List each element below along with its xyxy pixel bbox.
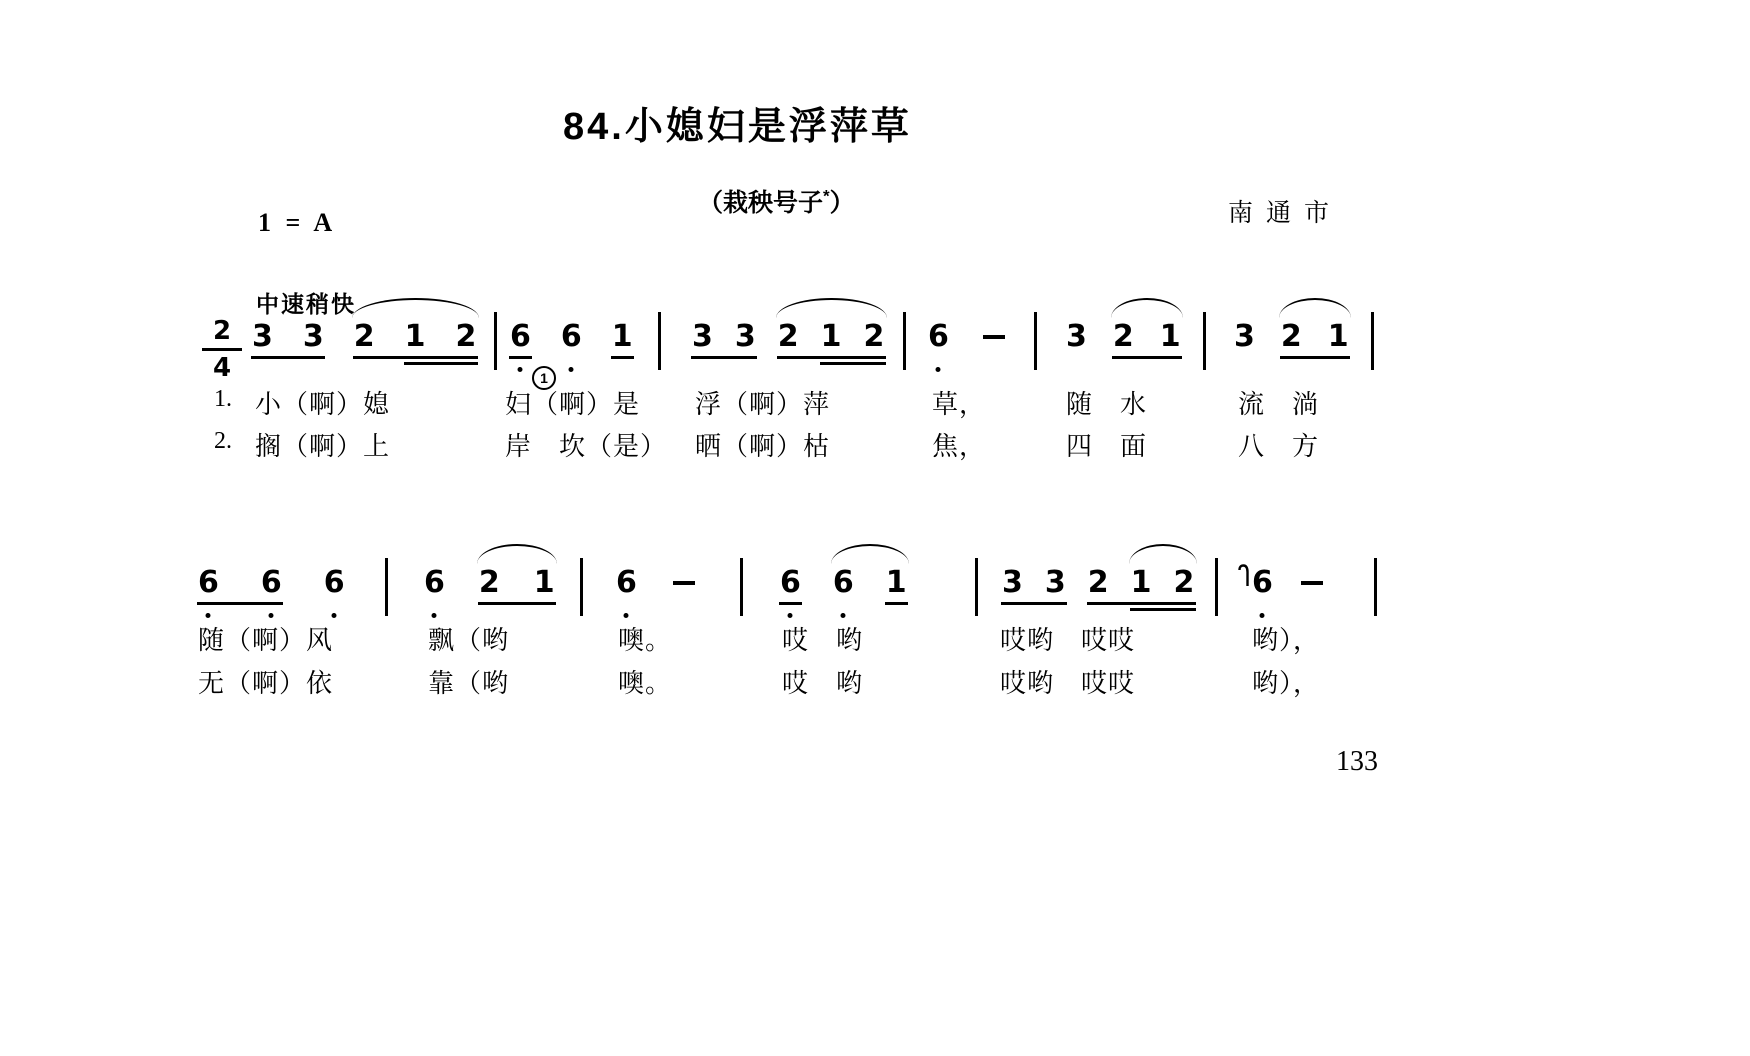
measure — [692, 319, 885, 374]
measure — [1066, 319, 1181, 374]
note-digit: 1 — [1159, 319, 1181, 354]
note-digit: 3 — [692, 319, 713, 354]
barline — [1034, 312, 1037, 370]
lyric-group: 靠（哟 — [428, 668, 510, 698]
measure — [780, 565, 907, 620]
note-digit: 6 — [780, 568, 801, 620]
lyric-group: 随（啊）风 — [198, 625, 334, 655]
barline — [903, 312, 906, 370]
barline — [740, 558, 743, 616]
note-digit: 2 — [1087, 565, 1109, 600]
lyric-group: 无（啊）依 — [198, 668, 334, 698]
lyric-group: 飘（哟 — [428, 625, 510, 655]
beam-line — [1130, 608, 1196, 611]
slur-arc — [776, 298, 887, 318]
beam-line — [885, 602, 908, 605]
slur-arc — [1279, 298, 1351, 318]
lyric-row — [0, 426, 1750, 461]
lyric-group: 哎 哟 — [782, 668, 864, 698]
note-digit: 1 — [1327, 319, 1349, 354]
measure — [1234, 319, 1349, 374]
note-digit: 3 — [252, 319, 273, 354]
beam-line — [251, 356, 325, 359]
barline — [1371, 312, 1374, 370]
note-digit: 6 — [616, 568, 637, 620]
note-digit: 2 — [353, 319, 375, 354]
lyric-group: 晒（啊）枯 — [695, 431, 831, 461]
measure — [1002, 565, 1195, 620]
beam-line — [404, 362, 478, 365]
note-digit: 2 — [478, 565, 500, 600]
note-digit: 2 — [1280, 319, 1302, 354]
beam-line — [353, 356, 478, 359]
note-digit: 6 — [561, 322, 582, 374]
lyric-group: 哟）， — [1252, 668, 1321, 698]
subtitle-text: （栽秧号子 — [698, 189, 824, 217]
note-digit: 6 — [198, 568, 219, 620]
duration-dash — [1301, 581, 1323, 585]
note-digit: 3 — [1002, 565, 1023, 600]
beam-line — [478, 602, 556, 605]
octave-dot — [788, 613, 793, 618]
beam-line — [509, 356, 532, 359]
measure — [424, 565, 555, 620]
time-signature — [202, 318, 242, 381]
octave-dot — [1260, 613, 1265, 618]
key-signature: 1 = A — [258, 208, 337, 237]
dash-note — [673, 568, 695, 620]
measure — [510, 319, 633, 374]
region-label: 南通市 — [1228, 199, 1343, 227]
octave-dot — [269, 613, 274, 618]
time-signature-denominator: 4 — [212, 353, 232, 383]
note-digit: 3 — [1234, 319, 1255, 354]
lyric-group: 流 淌 — [1238, 389, 1320, 419]
note-digit: 2 — [777, 319, 799, 354]
lyric-group: 噢。 — [618, 625, 673, 655]
duration-dash — [673, 581, 695, 585]
note-digit: 6 — [424, 568, 445, 620]
note-digit: 1 — [404, 319, 426, 354]
lyric-group: 八 方 — [1238, 431, 1320, 461]
fraction-bar — [202, 348, 242, 351]
note-digit: 2 — [455, 319, 477, 354]
measure — [616, 565, 695, 620]
barline — [1374, 558, 1377, 616]
barline — [385, 558, 388, 616]
note-digit: 6 — [261, 568, 282, 620]
lyric-group: 焦， — [932, 431, 987, 461]
octave-dot — [936, 367, 941, 372]
slur-arc — [352, 298, 479, 318]
page-number: 133 — [1336, 746, 1378, 777]
note-digit: 3 — [302, 319, 324, 354]
note-digit: 1 — [611, 319, 633, 354]
note-digit: 6 — [833, 568, 854, 620]
lyric-group: 浮（啊）萍 — [695, 389, 831, 419]
lyric-group: 四 面 — [1066, 431, 1148, 461]
beam-line — [611, 356, 634, 359]
note-digit: 2 — [863, 319, 885, 354]
dash-note — [983, 322, 1005, 374]
barline — [1215, 558, 1218, 616]
beam-line — [1112, 356, 1182, 359]
beam-line — [197, 602, 283, 605]
note-digit: 1 — [820, 319, 842, 354]
note-digit: 6 — [510, 322, 531, 374]
barline — [580, 558, 583, 616]
lyric-row — [0, 620, 1750, 655]
lyric-row — [0, 663, 1750, 698]
lyric-row — [0, 384, 1750, 419]
lyric-group: 搁（啊）上 — [255, 431, 391, 461]
slur-arc — [831, 544, 909, 564]
lyric-group: 妇（啊）是 — [505, 389, 641, 419]
beam-line — [777, 356, 886, 359]
page-title: 84.小媳妇是浮萍草 — [563, 106, 912, 148]
note-digit: 3 — [1066, 319, 1087, 354]
barline — [1203, 312, 1206, 370]
lyric-group: 草， — [932, 389, 987, 419]
verse-number: 1. — [214, 386, 232, 412]
tempo-marking: 中速稍快 — [256, 291, 356, 317]
grace-slide-ornament-icon — [1237, 563, 1250, 593]
beam-line — [1280, 356, 1350, 359]
lyric-group: 噢。 — [618, 668, 673, 698]
slur-arc — [1129, 544, 1197, 564]
lyric-group: 哟）， — [1252, 625, 1321, 655]
subtitle-close-paren: ） — [829, 189, 855, 217]
time-signature-numerator: 2 — [212, 316, 232, 346]
octave-dot — [518, 367, 523, 372]
note-digit: 2 — [1112, 319, 1134, 354]
octave-dot — [432, 613, 437, 618]
beam-line — [691, 356, 757, 359]
barline — [975, 558, 978, 616]
lyric-group: 随 水 — [1066, 389, 1148, 419]
lyric-group: 岸 坎（是） — [505, 431, 668, 461]
note-digit: 1 — [885, 565, 907, 600]
lyric-group: 小（啊）媳 — [255, 389, 391, 419]
note-digit: 3 — [1044, 565, 1066, 600]
verse-number: 2. — [214, 428, 232, 454]
beam-line — [1001, 602, 1067, 605]
footnote-marker: 1 — [532, 366, 556, 390]
slur-arc — [477, 544, 557, 564]
barline — [658, 312, 661, 370]
note-digit: 1 — [533, 565, 555, 600]
measure — [928, 319, 1005, 374]
lyric-group: 哎哟 哎哎 — [1000, 625, 1136, 655]
octave-dot — [841, 613, 846, 618]
note-digit: 2 — [1173, 565, 1195, 600]
octave-dot — [624, 613, 629, 618]
footnote-asterisk: * — [823, 186, 830, 206]
note-digit: 1 — [1130, 565, 1152, 600]
octave-dot — [332, 613, 337, 618]
measure — [1252, 565, 1323, 620]
barline — [494, 312, 497, 370]
note-digit: 6 — [1252, 568, 1273, 620]
note-digit: 6 — [324, 568, 345, 620]
beam-line — [1087, 602, 1196, 605]
measure — [198, 565, 345, 620]
octave-dot — [206, 613, 211, 618]
beam-line — [779, 602, 802, 605]
measure — [252, 319, 477, 374]
dash-note — [1301, 568, 1323, 620]
note-digit: 6 — [928, 322, 949, 374]
duration-dash — [983, 335, 1005, 339]
song-subtitle — [698, 183, 855, 219]
octave-dot — [569, 367, 574, 372]
beam-line — [820, 362, 886, 365]
slur-arc — [1111, 298, 1183, 318]
lyric-group: 哎 哟 — [782, 625, 864, 655]
lyric-group: 哎哟 哎哎 — [1000, 668, 1136, 698]
note-digit: 3 — [734, 319, 756, 354]
